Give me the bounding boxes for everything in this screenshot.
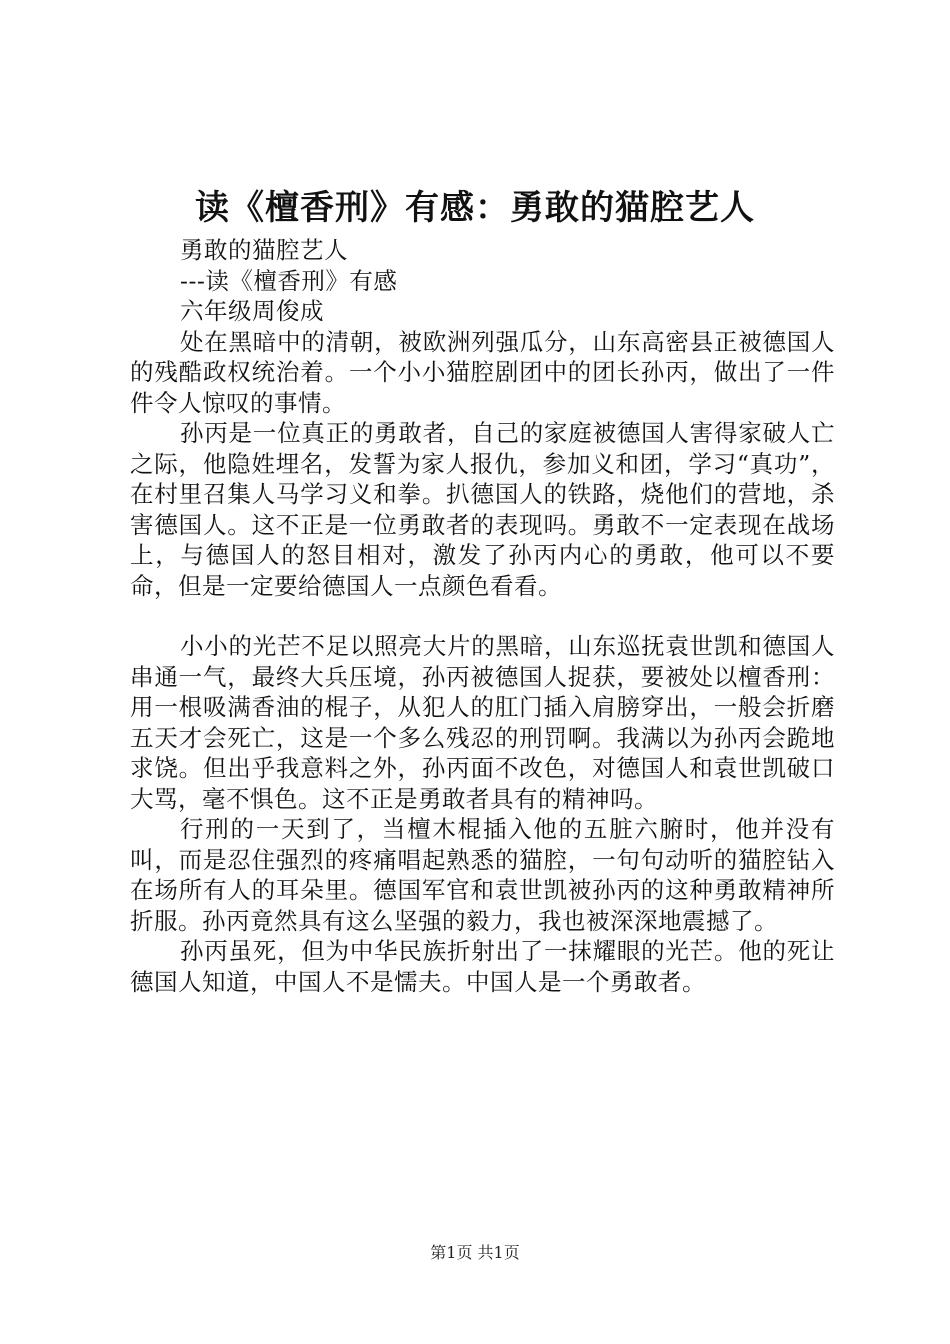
essay-subtitle: 勇敢的猫腔艺人: [180, 236, 348, 264]
paragraph-3: 小小的光芒不足以照亮大片的黑暗，山东巡抚袁世凯和德国人串通一气，最终大兵压境，孙丙被德国人捉获，要被处以檀香刑：用一根吸满香油的棍子，从犯人的肛门插入肩膀穿出，一般会折磨五天才会死亡，这是一个多么残忍的刑罚啊。我满以为孙丙会跪地求饶。但出乎我意料之外，孙丙面不改色，对德国人和袁世凯破口大骂，毫不惧色。这不正是勇敢者具有的精神吗。: [130, 632, 835, 813]
page-footer: 第1页 共1页: [430, 1243, 520, 1262]
paragraph-1: 处在黑暗中的清朝，被欧洲列强瓜分，山东高密县正被德国人的残酷政权统治着。一个小小猫腔剧团中的团长孙丙，做出了一件件令人惊叹的事情。: [130, 327, 835, 417]
document-body: [130, 235, 835, 997]
essay-author: 六年级周俊成: [180, 297, 324, 325]
paragraph-5: 孙丙虽死，但为中华民族折射出了一抹耀眼的光芒。他的死让德国人知道，中国人不是懦夫。中国人是一个勇敢者。: [130, 937, 835, 996]
paragraph-2: 孙丙是一位真正的勇敢者，自己的家庭被德国人害得家破人亡之际，他隐姓埋名，发誓为家人报仇，参加义和团，学习“真功”，在村里召集人马学习义和拳。扒德国人的铁路，烧他们的营地，杀害德国人。这不正是一位勇敢者的表现吗。勇敢不一定表现在战场上，与德国人的怒目相对，激发了孙丙内心的勇敢，他可以不要命，但是一定要给德国人一点颜色看看。: [130, 419, 835, 600]
essay-source-note: ---读《檀香刑》有感: [180, 266, 398, 295]
paragraph-4: 行刑的一天到了，当檀木棍插入他的五脏六腑时，他并没有叫，而是忍住强烈的疼痛唱起熟悉的猫腔，一句句动听的猫腔钻入在场所有人的耳朵里。德国军官和袁世凯被孙丙的这种勇敢精神所折服。孙丙竟然具有这么坚强的毅力，我也被深深地震撼了。: [130, 815, 835, 935]
document-title: 读《檀香刑》有感：勇敢的猫腔艺人: [195, 188, 755, 228]
